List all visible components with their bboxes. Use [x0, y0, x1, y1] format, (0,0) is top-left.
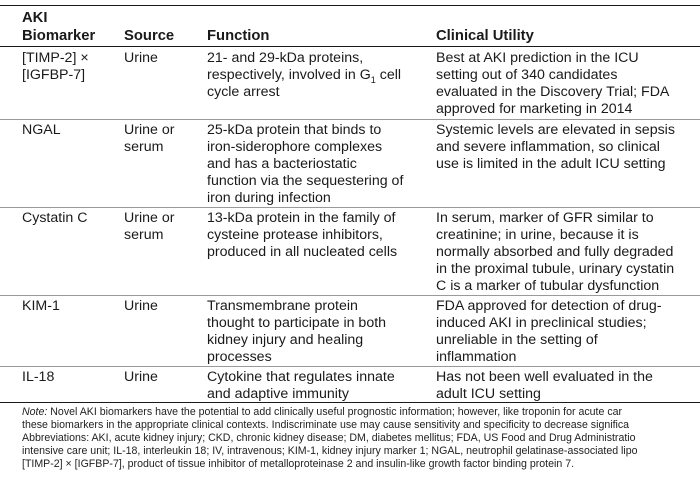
row-divider	[0, 366, 700, 367]
footnote-line: Abbreviations: AKI, acute kidney injury; CKD, chronic kidney disease; DM, diabetes mellitus; FDA, US Food and Drug Administratio	[22, 432, 636, 444]
function-cell: thought to participate in both	[207, 315, 387, 331]
biomarker-cell: [IGFBP-7]	[22, 67, 86, 83]
utility-cell: In serum, marker of GFR similar to	[436, 210, 654, 226]
source-cell: Urine or	[124, 210, 175, 226]
footnote-line: [TIMP-2] × [IGFBP-7], product of tissue inhibitor of metalloproteinase 2 and insulin-like growth factor binding protein 7.	[22, 458, 575, 470]
header-source: Source	[124, 28, 175, 44]
subscript: 1	[370, 74, 376, 85]
footnote-line: these biomarkers in the appropriate clinical contexts. Indiscriminate use may cause sensitivity and specificity to decrease significa	[22, 419, 630, 431]
header-biomarker-line1: AKI	[22, 10, 48, 26]
utility-cell: use is limited in the adult ICU setting	[436, 156, 666, 172]
function-cell: and has a bacteriostatic	[207, 156, 357, 172]
function-cell: function via the sequestering of	[207, 173, 404, 189]
row-divider	[0, 295, 700, 296]
header-function: Function	[207, 28, 270, 44]
biomarker-cell: NGAL	[22, 122, 61, 138]
table-top-rule	[0, 5, 700, 6]
source-cell: serum	[124, 139, 164, 155]
biomarker-cell: Cystatin C	[22, 210, 88, 226]
utility-cell: Systemic levels are elevated in sepsis	[436, 122, 675, 138]
source-cell: Urine or	[124, 122, 175, 138]
utility-cell: C is a marker of tubular dysfunction	[436, 278, 660, 294]
table-header-rule	[0, 46, 700, 47]
utility-cell: and severe inflammation, so clinical	[436, 139, 660, 155]
utility-cell: adult ICU setting	[436, 386, 541, 402]
function-cell: 13-kDa protein in the family of	[207, 210, 396, 226]
utility-cell: induced AKI in preclinical studies;	[436, 315, 647, 331]
function-cell: respectively, involved in $G_1$ cell	[207, 67, 402, 85]
table-bottom-rule	[0, 402, 700, 403]
header-biomarker-line2: Biomarker	[22, 28, 96, 44]
utility-cell: creatinine; in urine, because it is	[436, 227, 639, 243]
function-cell: processes	[207, 349, 272, 365]
footnote-line: intensive care unit; IL-18, interleukin 18; IV, intravenous; KIM-1, kidney injury marker 1; NGAL, neutrophil gelatinase-associated lipo	[22, 445, 638, 457]
footnote-line: Note: Novel AKI biomarkers have the potential to add clinically useful prognostic information; however, like troponin for acute car	[22, 406, 623, 418]
utility-cell: FDA approved for detection of drug-	[436, 298, 662, 314]
note-label: Note:	[22, 406, 48, 418]
function-cell: and adaptive immunity	[207, 386, 349, 402]
utility-cell: approved for marketing in 2014	[436, 101, 633, 117]
function-cell: iron during infection	[207, 190, 331, 206]
source-cell: Urine	[124, 298, 158, 314]
function-cell: cysteine protease inhibitors,	[207, 227, 383, 243]
function-cell: kidney injury and healing	[207, 332, 364, 348]
utility-cell: setting out of 340 candidates	[436, 67, 618, 83]
utility-cell: inflammation	[436, 349, 517, 365]
source-cell: Urine	[124, 369, 158, 385]
biomarker-cell: [TIMP-2] ×	[22, 50, 89, 66]
function-cell: Cytokine that regulates innate	[207, 369, 395, 385]
header-clinical-utility: Clinical Utility	[436, 28, 534, 44]
biomarker-cell: KIM-1	[22, 298, 60, 314]
row-divider	[0, 119, 700, 120]
row-divider	[0, 207, 700, 208]
source-cell: serum	[124, 227, 164, 243]
function-cell: 25-kDa protein that binds to	[207, 122, 382, 138]
function-cell: cycle arrest	[207, 84, 280, 100]
utility-cell: evaluated in the Discovery Trial; FDA	[436, 84, 670, 100]
utility-cell: Best at AKI prediction in the ICU	[436, 50, 639, 66]
utility-cell: in the proximal tubule, urinary cystatin	[436, 261, 675, 277]
function-cell: Transmembrane protein	[207, 298, 358, 314]
source-cell: Urine	[124, 50, 158, 66]
utility-cell: Has not been well evaluated in the	[436, 369, 653, 385]
function-cell: 21- and 29-kDa proteins,	[207, 50, 364, 66]
utility-cell: normally absorbed and fully degraded	[436, 244, 674, 260]
function-cell: iron-siderophore complexes	[207, 139, 383, 155]
utility-cell: unreliable in the setting of	[436, 332, 598, 348]
function-cell: produced in all nucleated cells	[207, 244, 398, 260]
biomarker-cell: IL-18	[22, 369, 55, 385]
